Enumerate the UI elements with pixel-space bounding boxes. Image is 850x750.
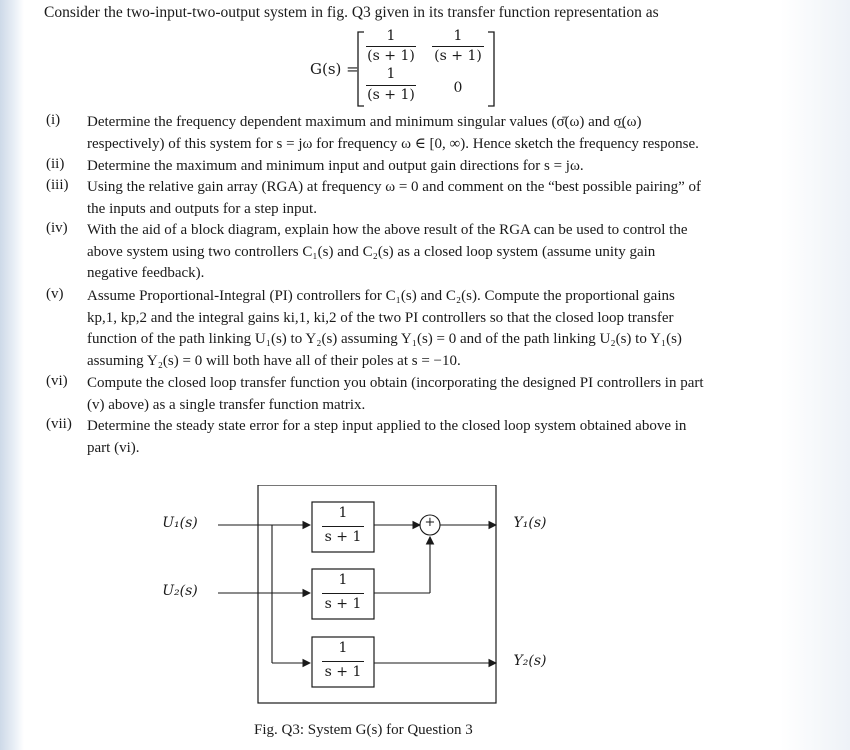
question-text — [87, 416, 756, 459]
question-number: (i) — [46, 112, 61, 128]
input-u1-label: U₁(s) — [162, 515, 198, 531]
question-line: With the aid of a block diagram, explain how the above result of the RGA can be used to control the — [87, 222, 688, 238]
question-line: part (vi). — [87, 439, 140, 456]
question-number: (v) — [46, 286, 64, 302]
block-g12-den: s + 1 — [324, 596, 362, 612]
cell-21-num: 1 — [386, 66, 396, 82]
intro-text: Consider the two-input-two-output system in fig. Q3 given in its transfer function representation as — [44, 4, 659, 21]
cell-12-num: 1 — [453, 28, 463, 44]
cell-21-den: (s + 1) — [367, 87, 415, 103]
figure-caption: Fig. Q3: System G(s) for Question 3 — [254, 722, 473, 738]
question-text — [87, 156, 756, 178]
question-line: Determine the steady state error for a step input applied to the closed loop system obtained above in — [87, 418, 687, 434]
page-right-shadow — [780, 0, 850, 750]
block-g12-bar — [322, 593, 364, 594]
question-number: (ii) — [46, 156, 65, 172]
output-y1-label: Y₁(s) — [513, 515, 547, 531]
block-diagram — [140, 485, 620, 705]
cell-12-bar — [432, 46, 484, 47]
input-u2-label: U₂(s) — [162, 583, 198, 599]
cell-11-num: 1 — [386, 28, 396, 44]
question-line: negative feedback). — [87, 265, 205, 281]
question-line: kp,1, kp,2 and the integral gains ki,1, ki,2 of the two PI controllers so that the closed loop transfer — [87, 309, 674, 326]
question-line: Using the relative gain array (RGA) at frequency ω = 0 and comment on the “best possible pairing” of — [87, 179, 701, 195]
question-line: function of the path linking U₁(s) to Y₂(s) assuming Y₁(s) = 0 and of the path linking U₂(s) to Y₁(s) — [87, 331, 682, 347]
question-line: Compute the closed loop transfer function you obtain (incorporating the designed PI controllers in part — [87, 375, 704, 391]
question-number: (vii) — [46, 416, 72, 432]
cell-21-bar — [366, 85, 416, 86]
block-g12-num: 1 — [338, 572, 348, 588]
cell-22-value: 0 — [453, 80, 463, 96]
question-text — [87, 286, 756, 372]
sum-symbol: + — [424, 515, 436, 530]
question-line: assuming Y₂(s) = 0 will both have all of their poles at s = −10. — [87, 352, 461, 369]
question-line: Determine the frequency dependent maximum and minimum singular values (σ̄(ω) and σ̲(ω) — [87, 114, 642, 130]
question-text — [87, 373, 756, 416]
block-g21-bar — [322, 661, 364, 662]
matrix-lhs: G(s) = — [310, 60, 359, 78]
question-line: the inputs and outputs for a step input. — [87, 200, 317, 217]
page-left-shadow — [0, 0, 24, 750]
system-box — [258, 485, 496, 703]
question-number: (iv) — [46, 220, 68, 236]
question-text — [87, 177, 756, 220]
block-g11-bar — [322, 526, 364, 527]
question-text — [87, 220, 756, 285]
block-g11-den: s + 1 — [324, 529, 362, 545]
question-number: (iii) — [46, 177, 69, 193]
cell-12-den: (s + 1) — [434, 48, 482, 64]
cell-11-bar — [366, 46, 416, 47]
question-number: (vi) — [46, 373, 68, 389]
question-line: Assume Proportional-Integral (PI) controllers for C₁(s) and C₂(s). Compute the proportional gains — [87, 288, 675, 304]
question-line: respectively) of this system for s = jω for frequency ω ∈ [0, ∞). Hence sketch the frequency response. — [87, 135, 699, 152]
question-line: Determine the maximum and minimum input and output gain directions for s = jω. — [87, 158, 584, 174]
question-line: (v) above) as a single transfer function matrix. — [87, 396, 366, 413]
output-y2-label: Y₂(s) — [513, 653, 547, 669]
block-g21-num: 1 — [338, 640, 348, 656]
block-g11-num: 1 — [338, 505, 348, 521]
cell-11-den: (s + 1) — [367, 48, 415, 64]
question-text — [87, 112, 756, 155]
block-g21-den: s + 1 — [324, 664, 362, 680]
question-line: above system using two controllers C₁(s) and C₂(s) as a closed loop system (assume unity gain — [87, 243, 656, 260]
